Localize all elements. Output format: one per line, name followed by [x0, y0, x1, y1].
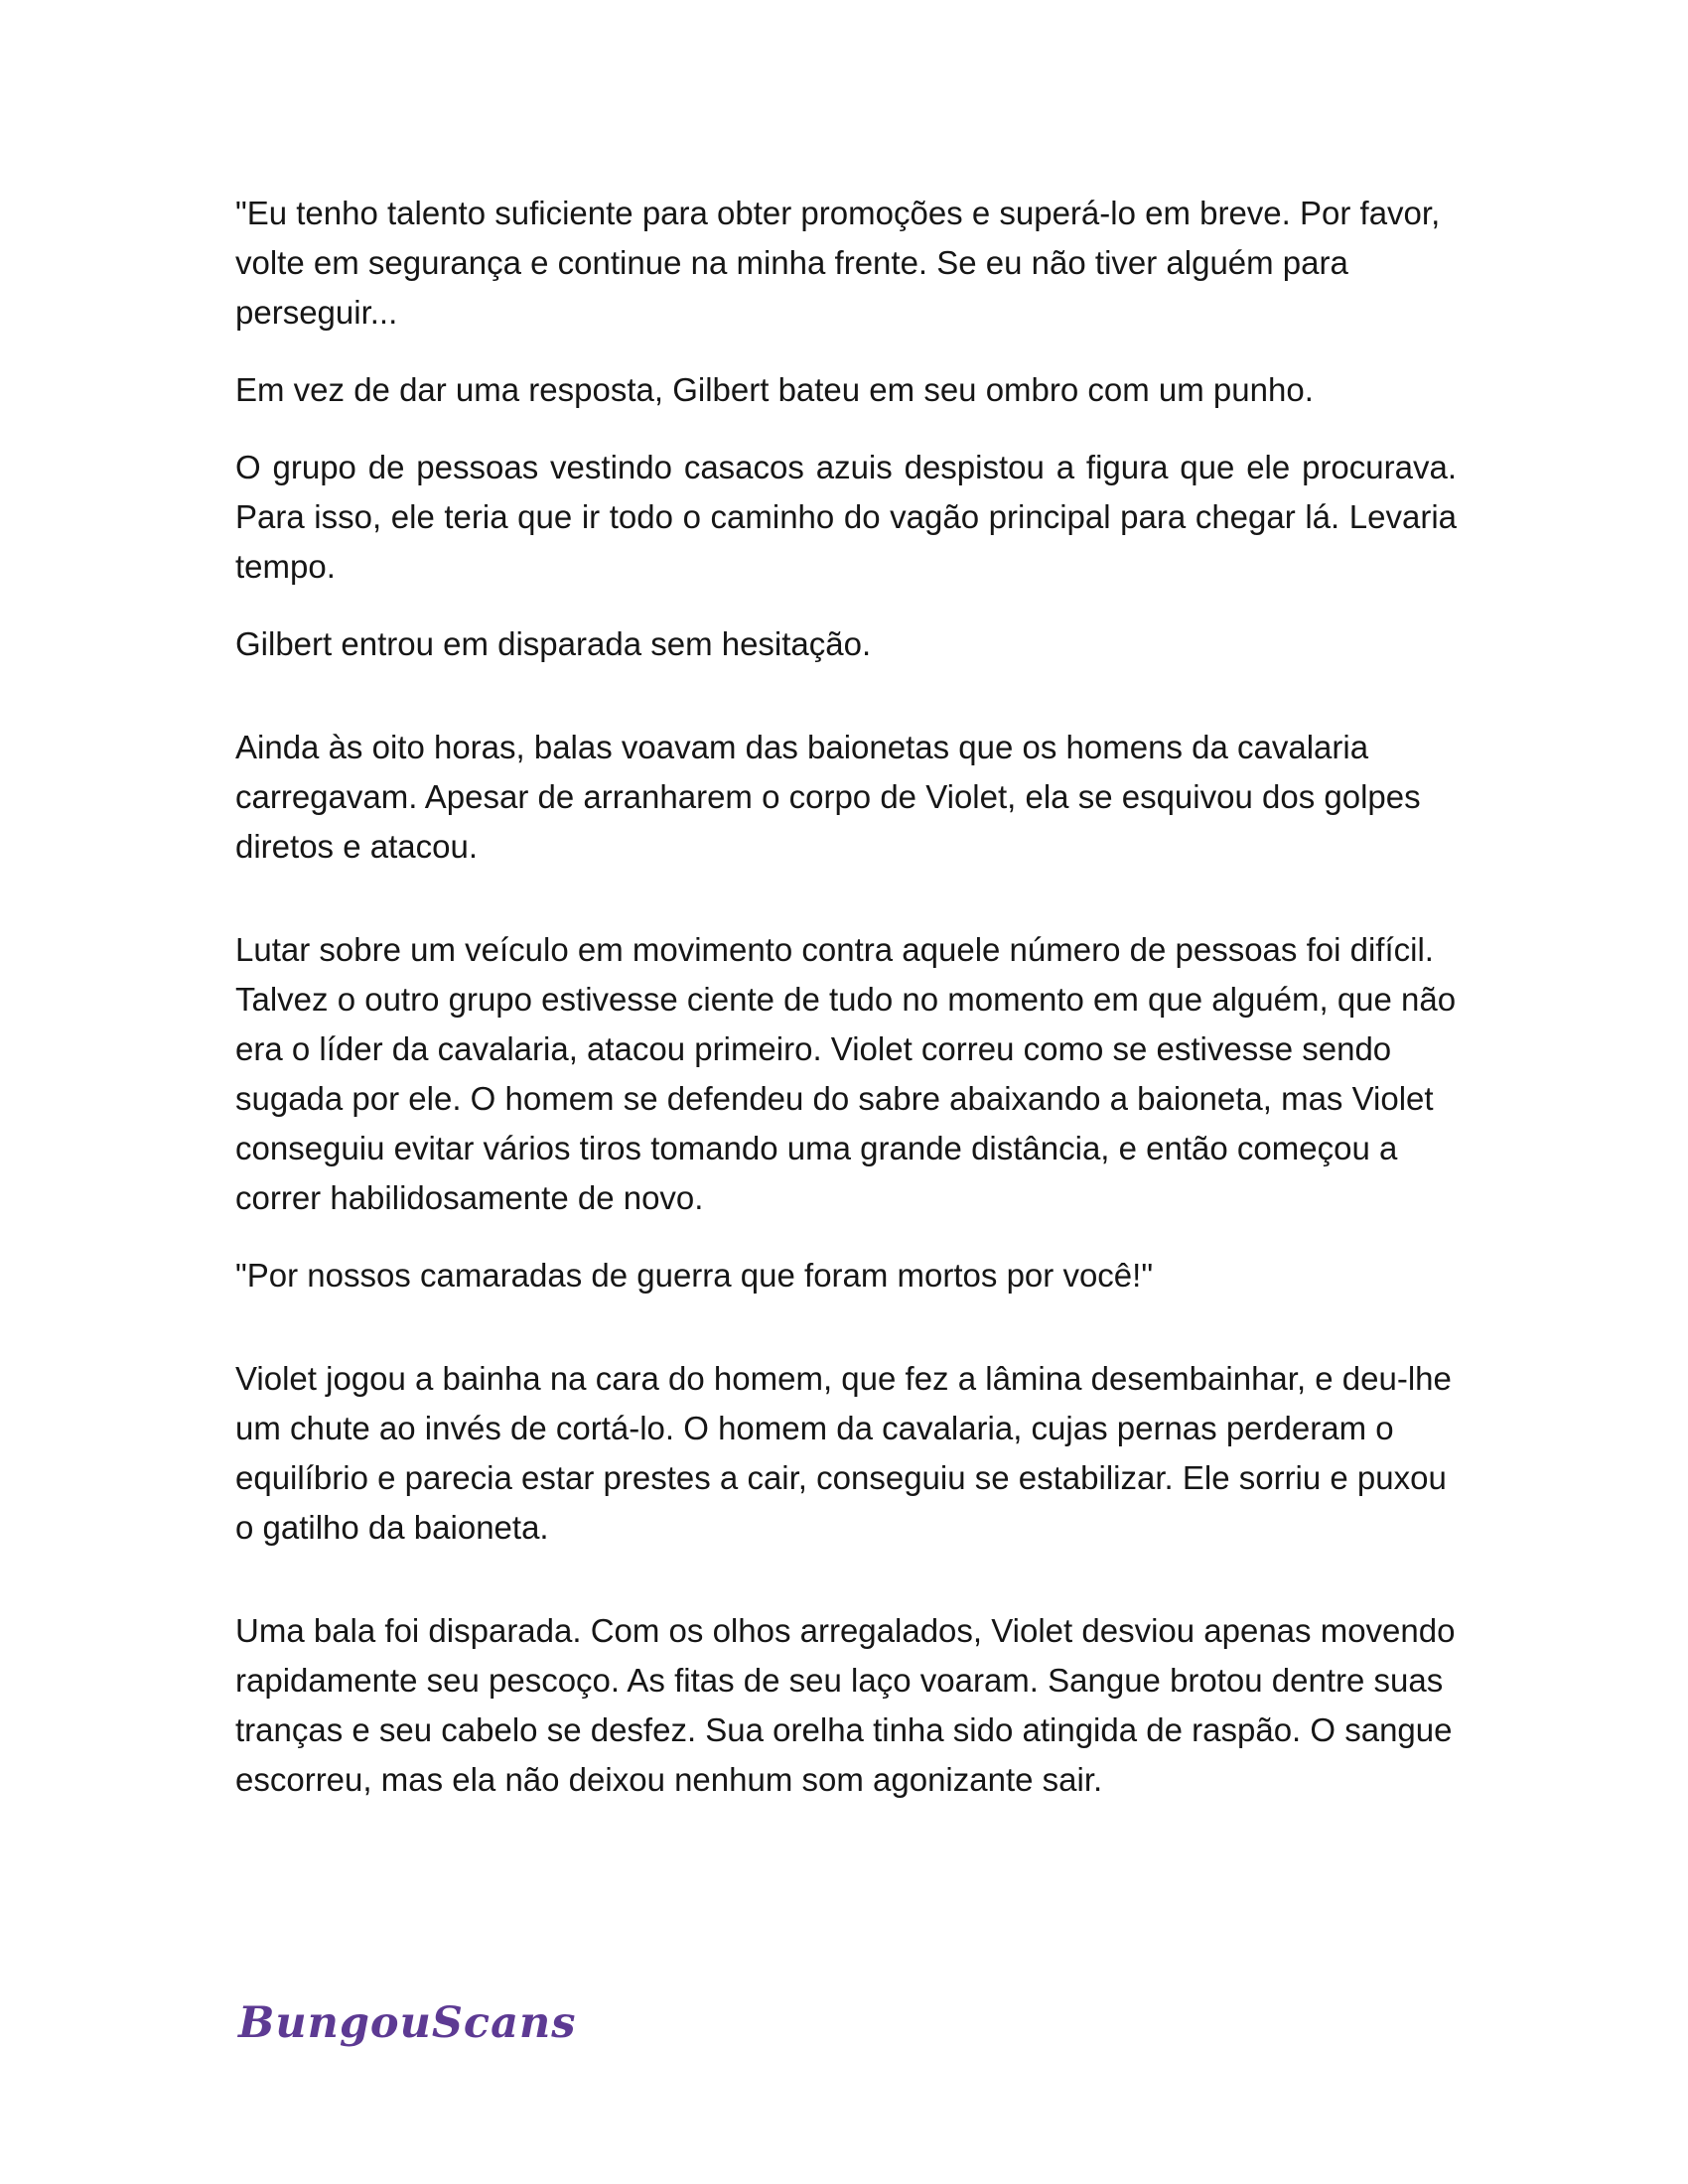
paragraph: O grupo de pessoas vestindo casacos azuis despistou a figura que ele procurava. Para isso, ele teria que ir todo o caminho do vagão principal para chegar lá. Levaria tempo. [235, 449, 1457, 585]
paragraph: Gilbert entrou em disparada sem hesitação. [235, 625, 872, 662]
paragraph: "Por nossos camaradas de guerra que foram mortos por você!" [235, 1257, 1154, 1294]
scanlation-credit: BungouScans [238, 1998, 577, 2048]
paragraph: "Eu tenho talento suficiente para obter promoções e superá-lo em breve. Por favor, volte em segurança e continue na minha frente. Se eu não tiver alguém para perseguir... [235, 195, 1441, 331]
paragraph: Lutar sobre um veículo em movimento contra aquele número de pessoas foi difícil. Talvez o outro grupo estivesse ciente de tudo no momento em que alguém, que não era o líder da cavalaria, atacou primeiro. Violet correu como se estivesse sendo sugada por ele. O homem se defendeu do sabre abaixando a baioneta, mas Violet conseguiu evitar vários tiros tomando uma grande distância, e então começou a correr habilidosamente de novo. [235, 931, 1457, 1216]
paragraph: Violet jogou a bainha na cara do homem, que fez a lâmina desembainhar, e deu-lhe um chute ao invés de cortá-lo. O homem da cavalaria, cujas pernas perderam o equilíbrio e parecia estar prestes a cair, conseguiu se estabilizar. Ele sorriu e puxou o gatilho da baioneta. [235, 1360, 1452, 1546]
text-block [235, 189, 1457, 1805]
paragraph: Uma bala foi disparada. Com os olhos arregalados, Violet desviou apenas movendo rapidamente seu pescoço. As fitas de seu laço voaram. Sangue brotou dentre suas tranças e seu cabelo se desfez. Sua orelha tinha sido atingida de raspão. O sangue escorreu, mas ela não deixou nenhum som agonizante sair. [235, 1612, 1456, 1798]
paragraph: Em vez de dar uma resposta, Gilbert bateu em seu ombro com um punho. [235, 371, 1314, 408]
paragraph: Ainda às oito horas, balas voavam das baionetas que os homens da cavalaria carregavam. Apesar de arranharem o corpo de Violet, ela se esquivou dos golpes diretos e atacou. [235, 729, 1421, 865]
